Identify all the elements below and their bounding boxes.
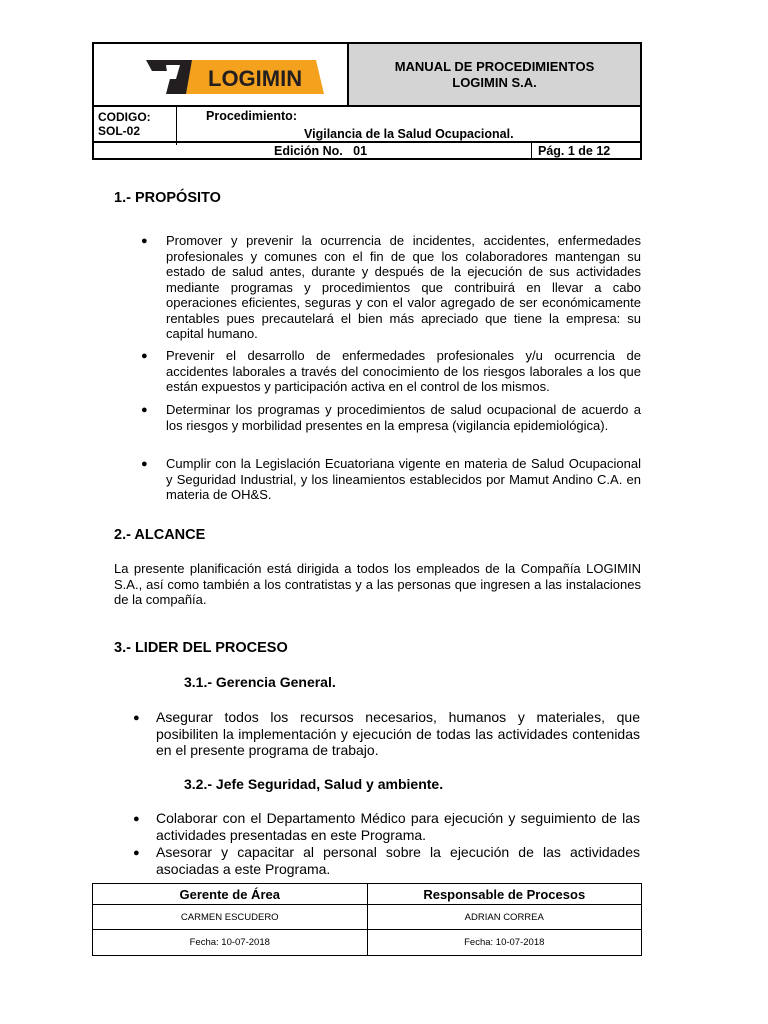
edition-value: 01	[353, 144, 368, 158]
area-manager-name: CARMEN ESCUDERO	[93, 905, 368, 930]
col-header-process-owner: Responsable de Procesos	[367, 884, 642, 905]
logo-text: LOGIMIN	[208, 66, 303, 91]
edition-info	[274, 144, 367, 158]
page-number: Pág. 1 de 12	[531, 143, 644, 158]
bullet-dot: ●	[141, 350, 148, 362]
process-owner-name: ADRIAN CORREA	[367, 905, 642, 930]
safety-head-bullet-1: Colaborar con el Departamento Médico para ejecución y seguimiento de las actividades presentadas en este Programa.	[156, 810, 640, 843]
scope-heading: 2.- ALCANCE	[114, 527, 206, 543]
edition-label: Edición No.	[274, 144, 343, 158]
signature-table	[92, 883, 642, 956]
procedure-row	[92, 105, 642, 143]
purpose-bullet-3: Determinar los programas y procedimientos de salud ocupacional de acuerdo a los riesgos y morbilidad presentes en la empresa (vigilancia epidemiológica).	[166, 402, 641, 433]
scope-text: La presente planificación está dirigida a todos los empleados de la Compañía LOGIMIN S.A., así como también a los contratistas y a las personas que ingresen a las instalaciones de la compañía.	[114, 561, 641, 607]
general-management-bullet-1: Asegurar todos los recursos necesarios, humanos y materiales, que posibiliten la implementación y ejecución de todas las actividades contenidas en el presente programa de trabajo.	[156, 709, 640, 758]
bullet-dot: ●	[141, 404, 148, 416]
safety-head-bullet-2: Asesorar y capacitar al personal sobre la ejecución de las actividades asociadas a este Programa.	[156, 844, 640, 877]
purpose-bullet-1: Promover y prevenir la ocurrencia de incidentes, accidentes, enfermedades profesionales y comunes con el fin de que los colaboradores mantengan su estado de salud antes, durante y después de la ejecución de sus actividades mediante programas y procedimientos que contribuirá en llevar a cabo operaciones eficientes, seguras y con el valor agregado de ser económicamente rentables pues precautelará el bien más apreciado que tiene la empresa: su capital humano.	[166, 233, 641, 341]
bullet-dot: ●	[133, 813, 140, 825]
process-owner-date: Fecha: 10-07-2018	[367, 930, 642, 956]
bullet-dot: ●	[141, 235, 148, 247]
manual-title: MANUAL DE PROCEDIMIENTOS	[394, 58, 595, 74]
table-row	[93, 905, 642, 930]
code-value: SOL-02	[98, 124, 141, 138]
bullet-dot: ●	[141, 458, 148, 470]
safety-head-heading: 3.2.- Jefe Seguridad, Salud y ambiente.	[184, 776, 444, 792]
purpose-bullet-2: Prevenir el desarrollo de enfermedades profesionales y/u ocurrencia de accidentes laborales a través del conocimiento de los riesgos laborales a los que están expuestos y participación activa en el control de los mismos.	[166, 348, 641, 394]
edition-row	[92, 141, 642, 160]
purpose-bullet-4: Cumplir con la Legislación Ecuatoriana vigente en materia de Salud Ocupacional y Seguridad Industrial, y los lineamientos establecidos por Mamut Andino C.A. en materia de OH&S.	[166, 456, 641, 502]
company-name: LOGIMIN S.A.	[452, 74, 537, 90]
table-row	[93, 884, 642, 905]
area-manager-date: Fecha: 10-07-2018	[93, 930, 368, 956]
logimin-logo	[146, 59, 324, 95]
purpose-heading: 1.- PROPÓSITO	[114, 190, 221, 206]
col-header-area-manager: Gerente de Área	[93, 884, 368, 905]
procedure-label: Procedimiento:	[206, 109, 297, 123]
procedure-name: Vigilancia de la Salud Ocupacional.	[304, 127, 514, 141]
logo-cell	[92, 42, 349, 107]
manual-title-cell	[347, 42, 642, 107]
code-label: CODIGO:	[98, 110, 151, 124]
document-header	[92, 42, 642, 160]
general-management-heading: 3.1.- Gerencia General.	[184, 674, 336, 690]
leader-heading: 3.- LIDER DEL PROCESO	[114, 640, 288, 656]
bullet-dot: ●	[133, 847, 140, 859]
code-cell	[94, 107, 177, 145]
bullet-dot: ●	[133, 712, 140, 724]
table-row	[93, 930, 642, 956]
